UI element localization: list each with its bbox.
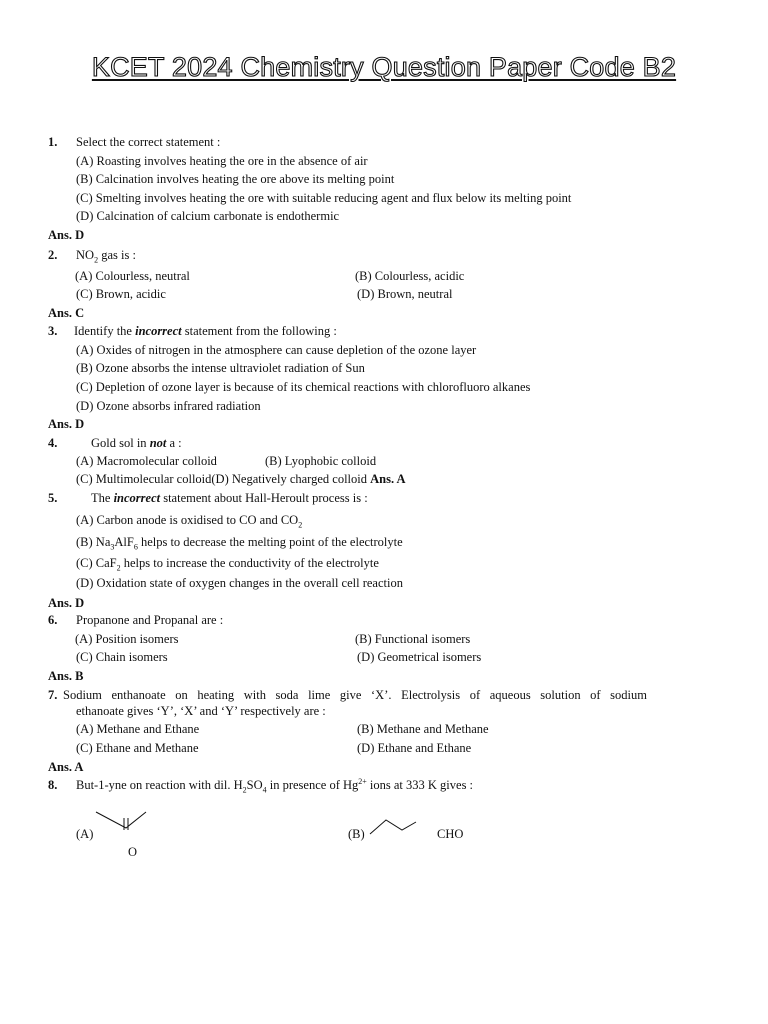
question-3-option-c: (C) Depletion of ozone layer is because of its chemical reactions with chlorofluoro alkanes — [76, 380, 531, 394]
question-4-option-b: (B) Lyophobic colloid — [265, 454, 377, 468]
question-1-option-b: (B) Calcination involves heating the ore above its melting point — [76, 172, 395, 186]
question-3-option-d: (D) Ozone absorbs infrared radiation — [76, 399, 261, 413]
question-2-option-b: (B) Colourless, acidic — [355, 269, 465, 283]
question-7-option-a: (A) Methane and Ethane — [76, 722, 200, 736]
question-7-text-line-2: ethanoate gives ‘Y’, ‘X’ and ‘Y’ respectively are : — [76, 704, 326, 718]
question-4-option-cd: (C) Multimolecular colloid(D) Negatively charged colloid Ans. A — [76, 472, 406, 486]
question-3-text: Identify the incorrect statement from the following : — [74, 324, 337, 338]
question-8-option-b-structure — [368, 816, 420, 840]
question-7-answer: Ans. A — [48, 760, 84, 774]
question-6-number: 6. — [48, 613, 58, 627]
question-4-number: 4. — [48, 436, 58, 450]
question-3-option-a: (A) Oxides of nitrogen in the atmosphere can cause depletion of the ozone layer — [76, 343, 477, 357]
question-4-text: Gold sol in not a : — [91, 436, 182, 450]
question-1-option-d: (D) Calcination of calcium carbonate is endothermic — [76, 209, 340, 223]
question-7-number: 7. — [48, 688, 58, 702]
question-5-option-a: (A) Carbon anode is oxidised to CO and $CO_2$ — [76, 513, 303, 530]
question-1-option-a: (A) Roasting involves heating the ore in the absence of air — [76, 154, 368, 168]
question-1-text: Select the correct statement : — [76, 135, 221, 149]
question-2-answer: Ans. C — [48, 306, 85, 320]
question-8-option-a-oxygen: O — [128, 845, 138, 859]
question-2-text: $NO_2$ gas is : — [76, 248, 136, 265]
question-2-option-c: (C) Brown, acidic — [76, 287, 166, 301]
page-title: KCET 2024 Chemistry Question Paper Code B2 — [91, 52, 677, 82]
question-6-text: Propanone and Propanal are : — [76, 613, 224, 627]
question-7-option-d: (D) Ethane and Ethane — [357, 741, 472, 755]
question-5-answer: Ans. D — [48, 596, 85, 610]
question-5-option-d: (D) Oxidation state of oxygen changes in the overall cell reaction — [76, 576, 403, 590]
question-6-option-c: (C) Chain isomers — [76, 650, 168, 664]
question-5-option-b: (B) $Na_3AlF_6$ helps to decrease the melting point of the electrolyte — [76, 535, 403, 552]
question-6-option-d: (D) Geometrical isomers — [357, 650, 482, 664]
question-4-answer: Ans. A — [370, 472, 406, 486]
question-6-option-a: (A) Position isomers — [75, 632, 179, 646]
question-8-option-a-label: (A) — [76, 827, 94, 841]
question-5-option-c: (C) CaF$_2$ helps to increase the conductivity of the electrolyte — [76, 556, 379, 573]
question-2-option-d: (D) Brown, neutral — [357, 287, 453, 301]
question-1-answer: Ans. D — [48, 228, 85, 242]
question-1-option-c: (C) Smelting involves heating the ore with suitable reducing agent and flux below its melting point — [76, 191, 572, 205]
question-6-answer: Ans. B — [48, 669, 84, 683]
question-1-number: 1. — [48, 135, 58, 149]
question-2-number: 2. — [48, 248, 58, 262]
question-3-number: 3. — [48, 324, 58, 338]
question-8-text: But-1-yne on reaction with dil. $H_2SO_4$ in presence of $Hg^{2+}$ ions at 333 K gives : — [76, 776, 474, 795]
question-5-number: 5. — [48, 491, 58, 505]
question-8-option-b-group: CHO — [437, 827, 464, 841]
question-8-option-b-label: (B) — [348, 827, 365, 841]
question-3-answer: Ans. D — [48, 417, 85, 431]
question-3-option-b: (B) Ozone absorbs the intense ultraviolet radiation of Sun — [76, 361, 365, 375]
question-2-option-a: (A) Colourless, neutral — [75, 269, 190, 283]
question-7-option-c: (C) Ethane and Methane — [76, 741, 199, 755]
question-8-option-a-structure — [92, 806, 152, 836]
question-5-text: The incorrect statement about Hall-Heroult process is : — [91, 491, 368, 505]
question-8-number: 8. — [48, 778, 58, 792]
question-7-option-b: (B) Methane and Methane — [357, 722, 489, 736]
question-4-option-a: (A) Macromolecular colloid — [76, 454, 217, 468]
question-7-text-line-1: Sodium enthanoate on heating with soda lime give ‘X’. Electrolysis of aqueous solution of sodium — [63, 688, 647, 702]
question-6-option-b: (B) Functional isomers — [355, 632, 471, 646]
